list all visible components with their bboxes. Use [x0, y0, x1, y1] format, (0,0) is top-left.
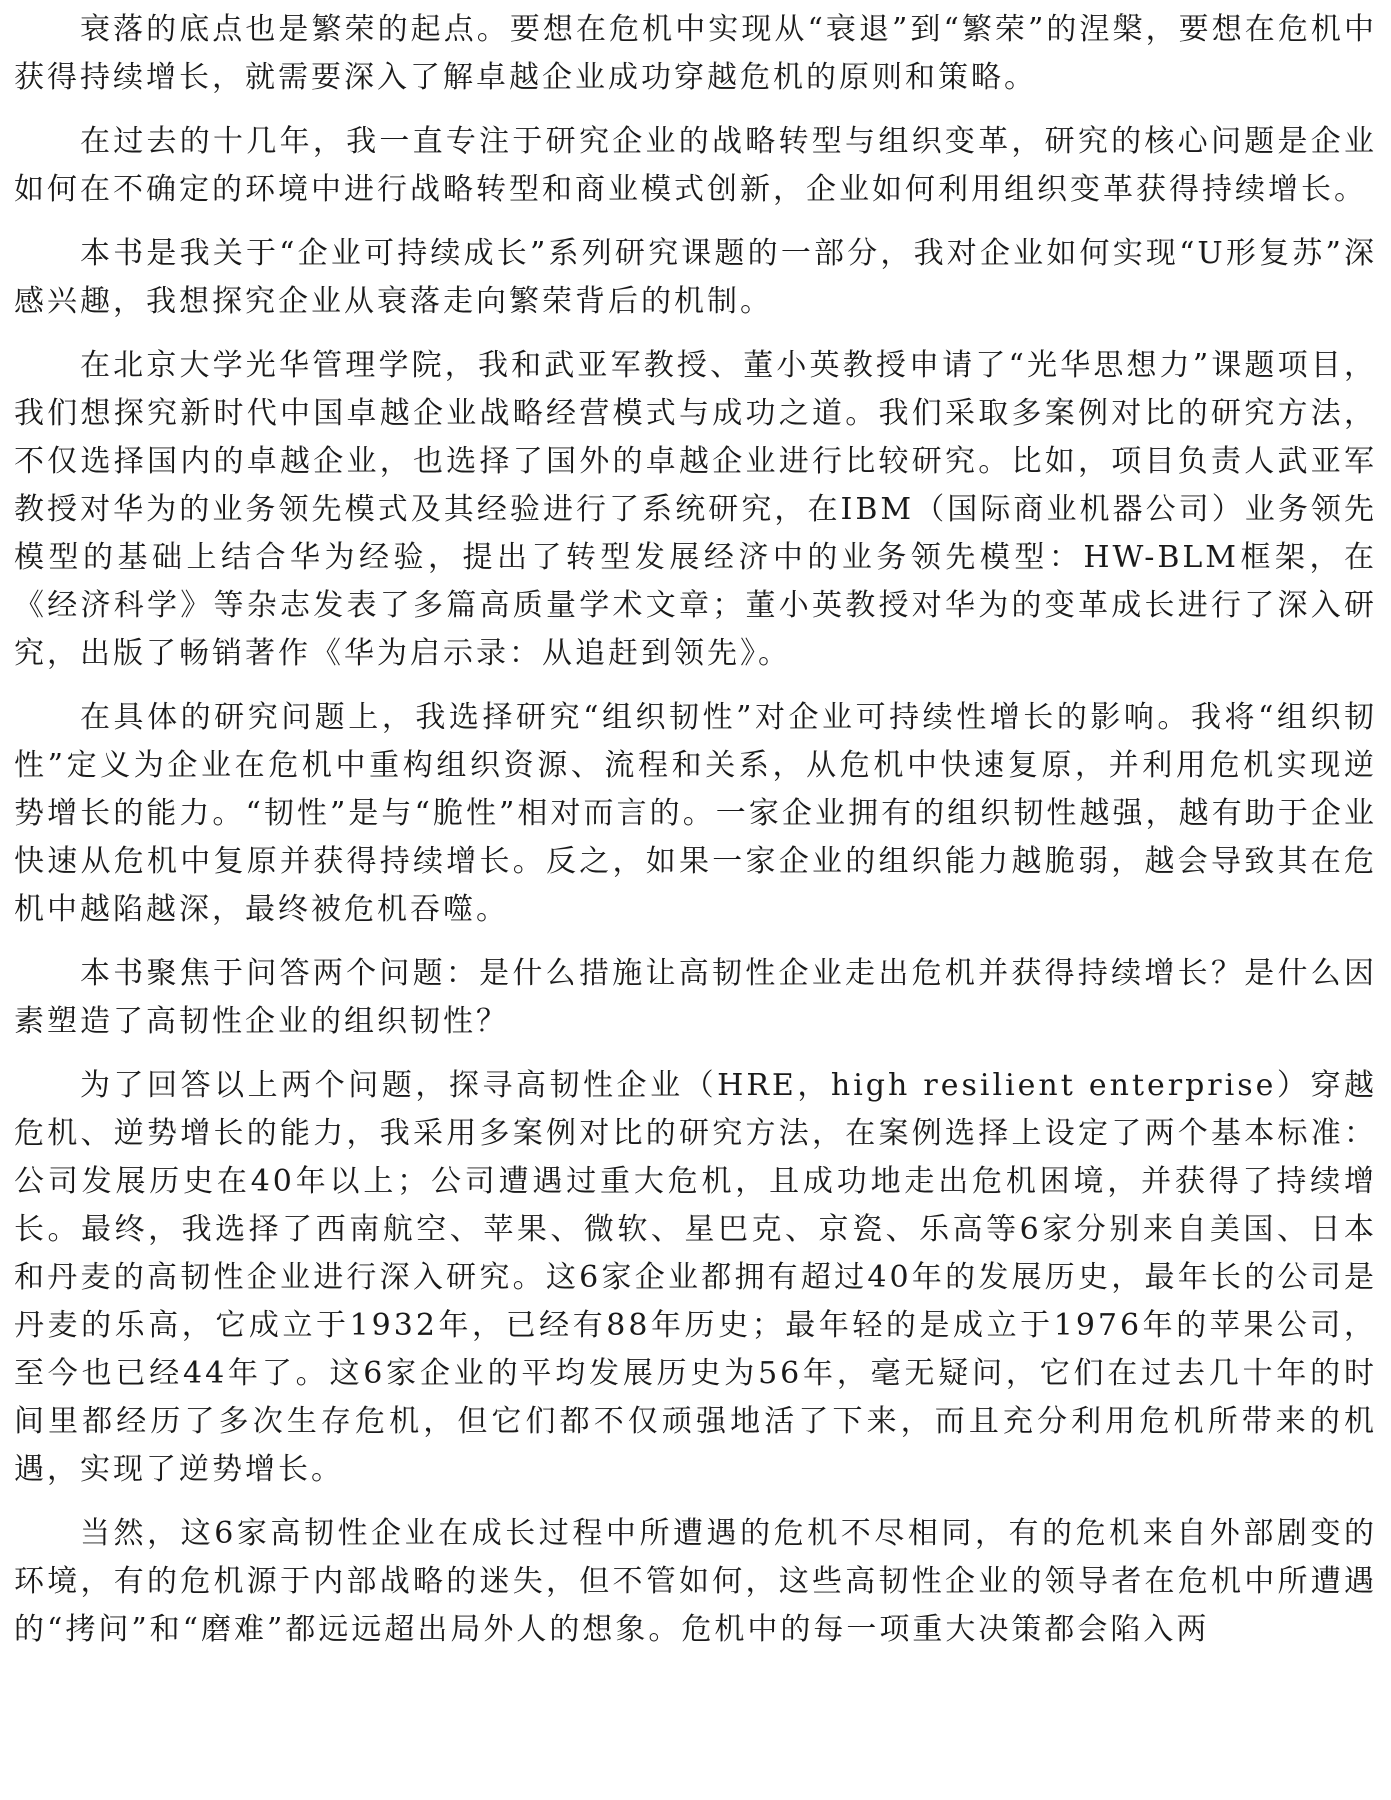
paragraph-8: 当然，这6家高韧性企业在成长过程中所遭遇的危机不尽相同，有的危机来自外部剧变的环境，有的危机源于内部战略的迷失，但不管如何，这些高韧性企业的领导者在危机中所遭遇的“拷问”和“磨难”都远远超出局外人的想象。危机中的每一项重大决策都会陷入两 [14, 1516, 1377, 1647]
paragraph-4: 在北京大学光华管理学院，我和武亚军教授、董小英教授申请了“光华思想力”课题项目，我们想探究新时代中国卓越企业战略经营模式与成功之道。我们采取多案例对比的研究方法，不仅选择国内的卓越企业，也选择了国外的卓越企业进行比较研究。比如，项目负责人武亚军教授对华为的业务领先模式及其经验进行了系统研究，在IBM（国际商业机器公司）业务领先模型的基础上结合华为经验，提出了转型发展经济中的业务领先模型：HW-BLM框架，在《经济科学》等杂志发表了多篇高质量学术文章；董小英教授对华为的变革成长进行了深入研究，出版了畅销著作《华为启示录：从追赶到领先》。 [14, 348, 1377, 671]
paragraph-6: 本书聚焦于问答两个问题：是什么措施让高韧性企业走出危机并获得持续增长？是什么因素塑造了高韧性企业的组织韧性？ [14, 956, 1377, 1039]
paragraph-5: 在具体的研究问题上，我选择研究“组织韧性”对企业可持续性增长的影响。我将“组织韧性”定义为企业在危机中重构组织资源、流程和关系，从危机中快速复原，并利用危机实现逆势增长的能力。“韧性”是与“脆性”相对而言的。一家企业拥有的组织韧性越强，越有助于企业快速从危机中复原并获得持续增长。反之，如果一家企业的组织能力越脆弱，越会导致其在危机中越陷越深，最终被危机吞噬。 [14, 700, 1377, 927]
paragraph-1: 衰落的底点也是繁荣的起点。要想在危机中实现从“衰退”到“繁荣”的涅槃，要想在危机中获得持续增长，就需要深入了解卓越企业成功穿越危机的原则和策略。 [14, 12, 1377, 95]
paragraph-2: 在过去的十几年，我一直专注于研究企业的战略转型与组织变革，研究的核心问题是企业如何在不确定的环境中进行战略转型和商业模式创新，企业如何利用组织变革获得持续增长。 [14, 124, 1377, 207]
paragraph-7: 为了回答以上两个问题，探寻高韧性企业（HRE，high resilient enterprise）穿越危机、逆势增长的能力，我采用多案例对比的研究方法，在案例选择上设定了两个基本标准：公司发展历史在40年以上；公司遭遇过重大危机，且成功地走出危机困境，并获得了持续增长。最终，我选择了西南航空、苹果、微软、星巴克、京瓷、乐高等6家分别来自美国、日本和丹麦的高韧性企业进行深入研究。这6家企业都拥有超过40年的发展历史，最年长的公司是丹麦的乐高，它成立于1932年，已经有88年历史；最年轻的是成立于1976年的苹果公司，至今也已经44年了。这6家企业的平均发展历史为56年，毫无疑问，它们在过去几十年的时间里都经历了多次生存危机，但它们都不仅顽强地活了下来，而且充分利用危机所带来的机遇，实现了逆势增长。 [14, 1068, 1377, 1487]
paragraph-3: 本书是我关于“企业可持续成长”系列研究课题的一部分，我对企业如何实现“U形复苏”深感兴趣，我想探究企业从衰落走向繁荣背后的机制。 [14, 236, 1377, 319]
